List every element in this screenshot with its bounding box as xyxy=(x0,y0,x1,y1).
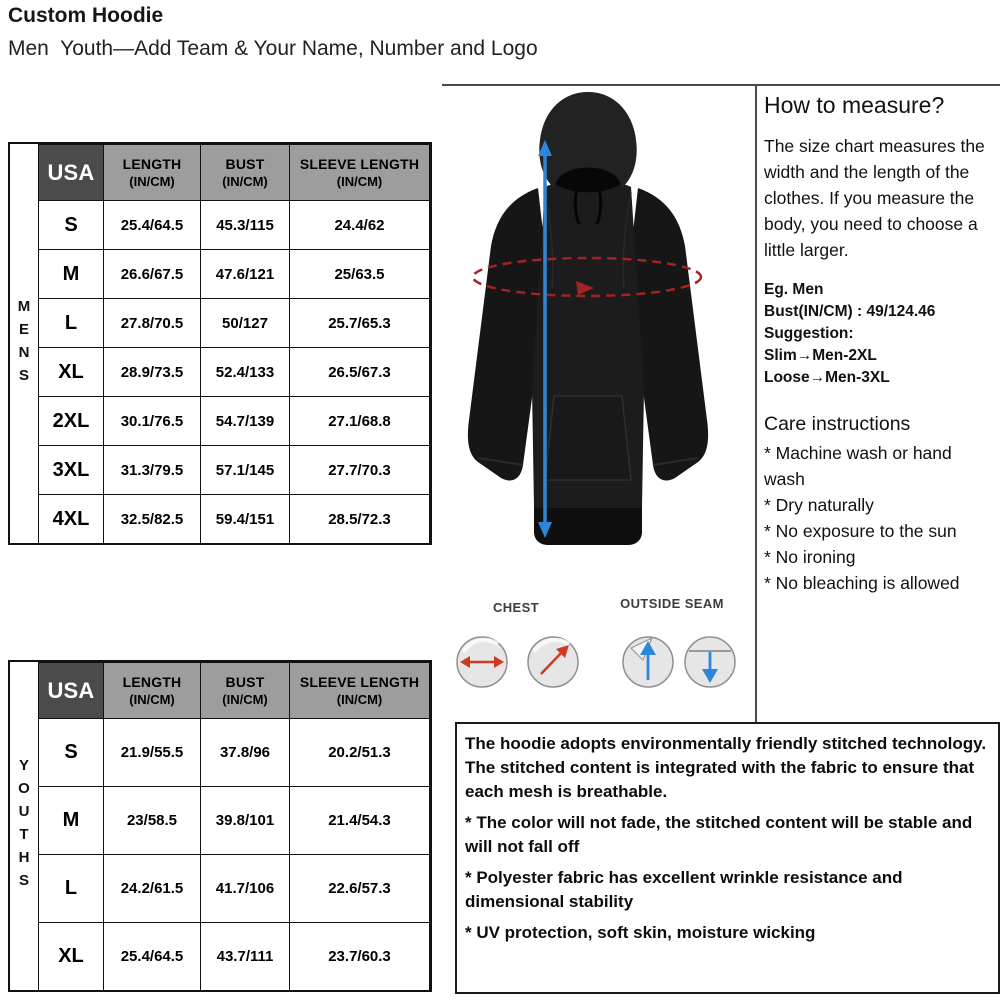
seam-up-swatch-icon xyxy=(623,637,673,687)
measurement-value: 27.1/68.8 xyxy=(290,397,430,446)
seam-down-swatch-icon xyxy=(685,637,735,687)
size-label: 3XL xyxy=(39,446,104,495)
size-suggestion-block xyxy=(764,279,995,389)
column-header: BUST (IN/CM) xyxy=(201,663,290,719)
size-row xyxy=(39,495,430,544)
how-to-measure-panel xyxy=(764,92,995,596)
how-to-measure-paragraph: The size chart measures the width and the length of the clothes. If you measure the body, you need to choose a little larger. xyxy=(764,136,985,260)
mens-table-wrap xyxy=(38,144,430,543)
measurement-value: 21.9/55.5 xyxy=(104,719,201,787)
size-label: 4XL xyxy=(39,495,104,544)
example-line: Loose→Men-3XL xyxy=(764,369,890,386)
size-row xyxy=(39,348,430,397)
measurement-value: 27.8/70.5 xyxy=(104,299,201,348)
how-to-measure-heading: How to measure? xyxy=(764,92,945,118)
mens-size-table-section xyxy=(8,142,432,545)
product-subtitle: Men Youth—Add Team & Your Name, Number and Logo xyxy=(8,37,538,60)
measurement-value: 30.1/76.5 xyxy=(104,397,201,446)
size-label: XL xyxy=(39,923,104,991)
size-row xyxy=(39,719,430,787)
example-line: Eg. Men xyxy=(764,281,824,298)
hoodie-figure xyxy=(438,88,750,588)
column-header: LENGTH (IN/CM) xyxy=(104,145,201,201)
measurement-value: 28.9/73.5 xyxy=(104,348,201,397)
measurement-value: 21.4/54.3 xyxy=(290,787,430,855)
fabric-features-box xyxy=(455,722,1000,994)
care-instructions-title: Care instructions xyxy=(764,413,911,435)
size-label: S xyxy=(39,719,104,787)
measurement-value: 47.6/121 xyxy=(201,250,290,299)
care-item: * No ironing xyxy=(764,547,856,567)
care-item: * No exposure to the sun xyxy=(764,521,957,541)
measurement-value: 25.4/64.5 xyxy=(104,201,201,250)
measurement-value: 28.5/72.3 xyxy=(290,495,430,544)
right-column-divider xyxy=(755,85,757,722)
size-label: XL xyxy=(39,348,104,397)
measurement-value: 26.6/67.5 xyxy=(104,250,201,299)
size-label: 2XL xyxy=(39,397,104,446)
youths-table-wrap xyxy=(38,662,430,990)
example-line: Bust(IN/CM) : 49/124.46 xyxy=(764,303,936,320)
example-line: Suggestion: xyxy=(764,325,854,342)
mens-side-label xyxy=(10,144,38,543)
measurement-value: 50/127 xyxy=(201,299,290,348)
care-item: * Machine wash or hand wash xyxy=(764,443,952,489)
measurement-value: 31.3/79.5 xyxy=(104,446,201,495)
measurement-value: 26.5/67.3 xyxy=(290,348,430,397)
youths-side-label xyxy=(10,662,38,990)
header-row xyxy=(39,663,430,719)
measurement-value: 59.4/151 xyxy=(201,495,290,544)
chest-caption: CHEST xyxy=(492,600,540,615)
size-label: M xyxy=(39,787,104,855)
mens-side-label-text: MENS xyxy=(15,297,33,390)
size-label: M xyxy=(39,250,104,299)
measurement-value: 24.4/62 xyxy=(290,201,430,250)
outside-seam-caption: OUTSIDE SEAM xyxy=(620,596,724,611)
care-item: * Dry naturally xyxy=(764,495,874,515)
measurement-value: 57.1/145 xyxy=(201,446,290,495)
size-row xyxy=(39,446,430,495)
measurement-value: 25.7/65.3 xyxy=(290,299,430,348)
measurement-value: 25.4/64.5 xyxy=(104,923,201,991)
mens-size-table xyxy=(38,144,430,544)
measurement-value: 22.6/57.3 xyxy=(290,855,430,923)
size-row xyxy=(39,855,430,923)
care-item: * No bleaching is allowed xyxy=(764,573,960,593)
example-line: Slim→Men-2XL xyxy=(764,347,877,364)
measurement-value: 45.3/115 xyxy=(201,201,290,250)
measurement-value: 54.7/139 xyxy=(201,397,290,446)
size-label: S xyxy=(39,201,104,250)
measurement-value: 25/63.5 xyxy=(290,250,430,299)
care-instructions-list xyxy=(764,440,995,596)
feature-line: * UV protection, soft skin, moisture wicking xyxy=(465,923,816,942)
size-row xyxy=(39,787,430,855)
hoodie-hem xyxy=(534,508,642,545)
measurement-value: 27.7/70.3 xyxy=(290,446,430,495)
chest-width-swatch-icon xyxy=(457,637,507,687)
hoodie-pocket xyxy=(545,396,631,480)
header-row xyxy=(39,145,430,201)
youths-side-label-text: YOUTHS xyxy=(15,757,33,895)
measurement-value: 37.8/96 xyxy=(201,719,290,787)
figure-captions xyxy=(438,596,750,708)
measurement-value: 23/58.5 xyxy=(104,787,201,855)
column-header: USA xyxy=(39,663,104,719)
measurement-value: 52.4/133 xyxy=(201,348,290,397)
size-row xyxy=(39,201,430,250)
measurement-value: 41.7/106 xyxy=(201,855,290,923)
column-header: SLEEVE LENGTH (IN/CM) xyxy=(290,663,430,719)
measurement-value: 43.7/111 xyxy=(201,923,290,991)
size-row xyxy=(39,299,430,348)
size-label: L xyxy=(39,299,104,348)
chest-diagonal-swatch-icon xyxy=(528,637,578,687)
measurement-value: 24.2/61.5 xyxy=(104,855,201,923)
size-row xyxy=(39,250,430,299)
measurement-value: 23.7/60.3 xyxy=(290,923,430,991)
size-row xyxy=(39,397,430,446)
size-row xyxy=(39,923,430,991)
youths-size-table-section xyxy=(8,660,432,992)
measurement-value: 32.5/82.5 xyxy=(104,495,201,544)
youths-size-table xyxy=(38,662,430,991)
feature-line: The hoodie adopts environmentally friendly stitched technology. The stitched content is integrated with the fabric to ensure that each mesh is breathable. xyxy=(465,734,987,801)
column-header: SLEEVE LENGTH (IN/CM) xyxy=(290,145,430,201)
hoodie-illustration xyxy=(438,88,750,588)
feature-line: * The color will not fade, the stitched content will be stable and will not fall off xyxy=(465,813,973,856)
column-header: BUST (IN/CM) xyxy=(201,145,290,201)
column-header: LENGTH (IN/CM) xyxy=(104,663,201,719)
measurement-value: 39.8/101 xyxy=(201,787,290,855)
measurement-swatches xyxy=(438,624,750,702)
measurement-value: 20.2/51.3 xyxy=(290,719,430,787)
feature-line: * Polyester fabric has excellent wrinkle resistance and dimensional stability xyxy=(465,868,903,911)
top-divider xyxy=(442,84,1000,86)
column-header: USA xyxy=(39,145,104,201)
product-title: Custom Hoodie xyxy=(8,4,164,27)
size-label: L xyxy=(39,855,104,923)
